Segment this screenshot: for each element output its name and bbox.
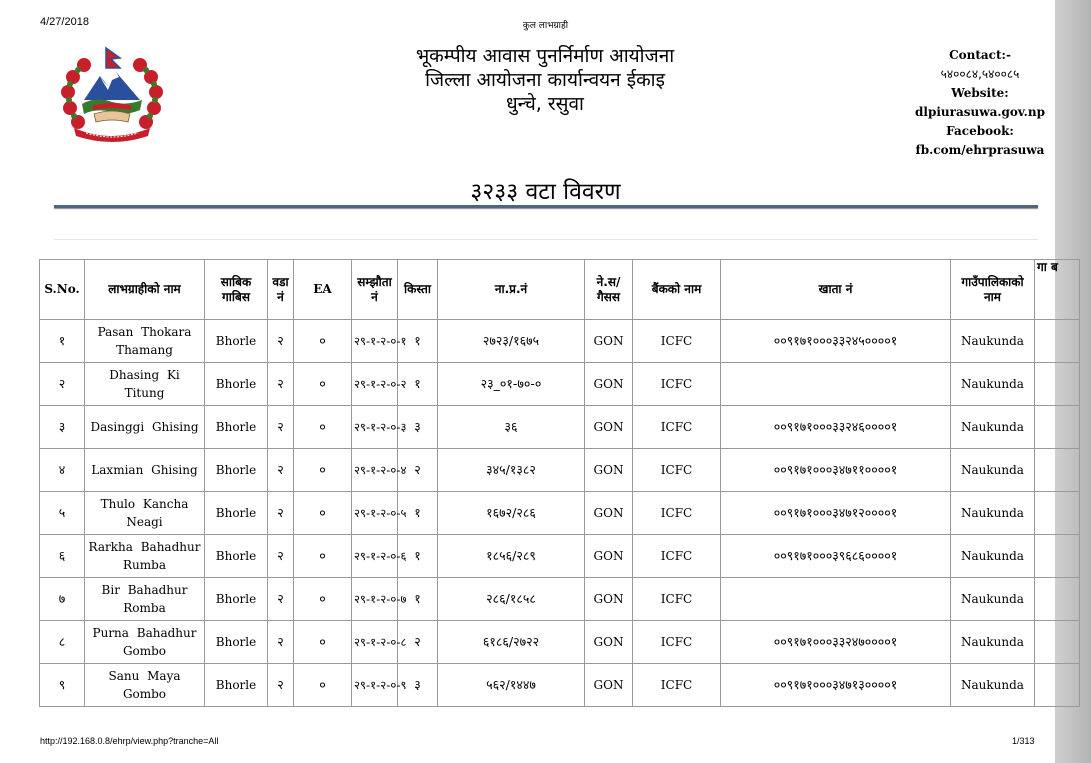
col-installment: किस्ता	[398, 260, 438, 320]
cell-ea: ०	[294, 406, 352, 449]
table-row	[40, 492, 1080, 535]
cell-installment: १	[398, 535, 438, 578]
cell-vdc: Bhorle	[205, 664, 268, 707]
cell-municipality: Naukunda	[951, 363, 1035, 406]
cell-citizenship: १८५६/२८९	[438, 535, 585, 578]
beneficiary-table	[39, 259, 1080, 707]
cell-truncated	[1035, 449, 1080, 492]
col-account-no: खाता नं	[721, 260, 951, 320]
facebook-label: Facebook:	[946, 124, 1014, 138]
cell-vdc: Bhorle	[205, 535, 268, 578]
contact-block	[900, 46, 1060, 160]
cell-vdc: Bhorle	[205, 406, 268, 449]
contact-numbers: ५४००८४,५४००८५	[940, 67, 1020, 81]
print-page-title: कुल लाभग्राही	[522, 21, 569, 31]
cell-sno: ६	[40, 535, 85, 578]
cell-ngo: GON	[585, 578, 633, 621]
cell-installment: ३	[398, 664, 438, 707]
table-row	[40, 406, 1080, 449]
cell-sno: ९	[40, 664, 85, 707]
cell-citizenship: ५६२/१४४७	[438, 664, 585, 707]
cell-vdc: Bhorle	[205, 492, 268, 535]
cell-account: ००९१७१०००३९६८६००००१	[721, 535, 951, 578]
cell-installment: ३	[398, 406, 438, 449]
footer-page-number: 1/313	[1012, 736, 1035, 746]
cell-truncated	[1035, 621, 1080, 664]
cell-installment: १	[398, 320, 438, 363]
cell-municipality: Naukunda	[951, 406, 1035, 449]
website-label: Website:	[951, 86, 1009, 100]
cell-citizenship: ३४५/१३८२	[438, 449, 585, 492]
cell-citizenship: ३६	[438, 406, 585, 449]
cell-vdc: Bhorle	[205, 320, 268, 363]
nepal-emblem-logo	[56, 44, 168, 144]
cell-bank: ICFC	[633, 535, 721, 578]
beneficiary-table-wrapper	[39, 259, 1058, 708]
cell-vdc: Bhorle	[205, 621, 268, 664]
cell-municipality: Naukunda	[951, 449, 1035, 492]
col-agreement-no: सम्झौता नं	[352, 260, 398, 320]
cell-citizenship: ६१८६/२७२२	[438, 621, 585, 664]
table-row	[40, 320, 1080, 363]
cell-ngo: GON	[585, 449, 633, 492]
col-sno: S.No.	[40, 260, 85, 320]
cell-agreement: २९-१-२-०-१	[352, 320, 398, 363]
cell-bank: ICFC	[633, 363, 721, 406]
cell-municipality: Naukunda	[951, 535, 1035, 578]
cell-ward: २	[268, 621, 294, 664]
cell-truncated	[1035, 406, 1080, 449]
cell-installment: २	[398, 621, 438, 664]
cell-sno: ८	[40, 621, 85, 664]
cell-account: ००९१७१०००३४७११००००१	[721, 449, 951, 492]
cell-ea: ०	[294, 449, 352, 492]
table-body	[40, 320, 1080, 707]
thin-divider	[54, 239, 1038, 240]
org-line-1: भूकम्पीय आवास पुनर्निर्माण आयोजना	[415, 45, 675, 67]
cell-municipality: Naukunda	[951, 664, 1035, 707]
cell-truncated	[1035, 535, 1080, 578]
col-govt-ngo: ने.स/ गैसस	[585, 260, 633, 320]
cell-agreement: २९-१-२-०-७	[352, 578, 398, 621]
cell-citizenship: २३_०१-७०-०	[438, 363, 585, 406]
cell-sno: ४	[40, 449, 85, 492]
table-row	[40, 578, 1080, 621]
cell-truncated	[1035, 492, 1080, 535]
cell-ward: २	[268, 320, 294, 363]
table-row	[40, 664, 1080, 707]
cell-truncated	[1035, 320, 1080, 363]
col-beneficiary-name: लाभग्राहीको नाम	[85, 260, 205, 320]
cell-citizenship: १६७२/२८६	[438, 492, 585, 535]
col-municipality-name: गाउँपालिकाको नाम	[951, 260, 1035, 320]
cell-sno: २	[40, 363, 85, 406]
cell-installment: १	[398, 492, 438, 535]
table-header-row	[40, 260, 1080, 320]
cell-vdc: Bhorle	[205, 578, 268, 621]
cell-ward: २	[268, 578, 294, 621]
cell-installment: १	[398, 363, 438, 406]
organization-name	[300, 44, 790, 116]
cell-ea: ०	[294, 578, 352, 621]
cell-vdc: Bhorle	[205, 363, 268, 406]
cell-ward: २	[268, 363, 294, 406]
cell-truncated	[1035, 664, 1080, 707]
report-title: ३२३३ वटा विवरण	[470, 179, 621, 205]
col-former-vdc: साबिक गाबिस	[205, 260, 268, 320]
contact-label: Contact:-	[949, 48, 1011, 62]
cell-name: Thulo Kancha Neagi	[85, 492, 205, 535]
print-date: 4/27/2018	[40, 16, 89, 28]
cell-account: ००९१७१०००३३२४७००००१	[721, 621, 951, 664]
cell-truncated	[1035, 363, 1080, 406]
cell-ward: २	[268, 406, 294, 449]
cell-agreement: २९-१-२-०-५	[352, 492, 398, 535]
cell-ngo: GON	[585, 664, 633, 707]
cell-name: Laxmian Ghising	[85, 449, 205, 492]
cell-truncated	[1035, 578, 1080, 621]
cell-bank: ICFC	[633, 621, 721, 664]
cell-ngo: GON	[585, 621, 633, 664]
cell-citizenship: २८६/१८५८	[438, 578, 585, 621]
cell-installment: २	[398, 449, 438, 492]
cell-ward: २	[268, 449, 294, 492]
org-line-3: धुन्चे, रसुवा	[506, 93, 584, 115]
cell-agreement: २९-१-२-०-४	[352, 449, 398, 492]
cell-account	[721, 363, 951, 406]
cell-vdc: Bhorle	[205, 449, 268, 492]
cell-name: Sanu Maya Gombo	[85, 664, 205, 707]
cell-ea: ०	[294, 492, 352, 535]
cell-ngo: GON	[585, 406, 633, 449]
cell-agreement: २९-१-२-०-३	[352, 406, 398, 449]
cell-account: ००९१७१०००३४७१२००००१	[721, 492, 951, 535]
cell-bank: ICFC	[633, 320, 721, 363]
cell-installment: १	[398, 578, 438, 621]
cell-name: Dasinggi Ghising	[85, 406, 205, 449]
cell-municipality: Naukunda	[951, 320, 1035, 363]
cell-ea: ०	[294, 363, 352, 406]
cell-agreement: २९-१-२-०-२	[352, 363, 398, 406]
col-bank-name: बैंकको नाम	[633, 260, 721, 320]
col-ea: EA	[294, 260, 352, 320]
cell-bank: ICFC	[633, 449, 721, 492]
cell-agreement: २९-१-२-०-६	[352, 535, 398, 578]
website-link[interactable]: dlpiurasuwa.gov.np	[915, 105, 1045, 119]
cell-account: ००९१७१०००३४७१३००००१	[721, 664, 951, 707]
cell-ward: २	[268, 535, 294, 578]
cell-ngo: GON	[585, 492, 633, 535]
cell-citizenship: २७२३/१६७५	[438, 320, 585, 363]
facebook-link[interactable]: fb.com/ehrprasuwa	[915, 143, 1045, 157]
cell-bank: ICFC	[633, 406, 721, 449]
table-row	[40, 621, 1080, 664]
cell-sno: ७	[40, 578, 85, 621]
cell-ngo: GON	[585, 363, 633, 406]
cell-name: Purna Bahadhur Gombo	[85, 621, 205, 664]
table-row	[40, 449, 1080, 492]
cell-account: ००९१७१०००३३२४६००००१	[721, 406, 951, 449]
cell-name: Dhasing Ki Titung	[85, 363, 205, 406]
cell-agreement: २९-१-२-०-८	[352, 621, 398, 664]
cell-municipality: Naukunda	[951, 578, 1035, 621]
cell-name: Bir Bahadhur Romba	[85, 578, 205, 621]
cell-ea: ०	[294, 535, 352, 578]
cell-name: Pasan Thokara Thamang	[85, 320, 205, 363]
cell-ngo: GON	[585, 320, 633, 363]
cell-bank: ICFC	[633, 492, 721, 535]
title-divider	[54, 205, 1038, 208]
cell-account: ००९१७१०००३३२४५००००१	[721, 320, 951, 363]
table-row	[40, 535, 1080, 578]
cell-bank: ICFC	[633, 578, 721, 621]
cell-municipality: Naukunda	[951, 492, 1035, 535]
cell-name: Rarkha Bahadhur Rumba	[85, 535, 205, 578]
col-citizenship-no: ना.प्र.नं	[438, 260, 585, 320]
table-row	[40, 363, 1080, 406]
col-ward-no: वडा नं	[268, 260, 294, 320]
cell-ea: ०	[294, 320, 352, 363]
cell-sno: ५	[40, 492, 85, 535]
cell-sno: १	[40, 320, 85, 363]
cell-municipality: Naukunda	[951, 621, 1035, 664]
cell-ward: २	[268, 664, 294, 707]
cell-ward: २	[268, 492, 294, 535]
cell-ea: ०	[294, 664, 352, 707]
cell-ngo: GON	[585, 535, 633, 578]
cell-ea: ०	[294, 621, 352, 664]
org-line-2: जिल्ला आयोजना कार्यान्वयन ईकाइ	[425, 69, 665, 91]
cell-bank: ICFC	[633, 664, 721, 707]
cell-account	[721, 578, 951, 621]
col-truncated: गा ब	[1035, 260, 1080, 320]
cell-sno: ३	[40, 406, 85, 449]
footer-url: http://192.168.0.8/ehrp/view.php?tranche=All	[40, 736, 219, 746]
cell-agreement: २९-१-२-०-९	[352, 664, 398, 707]
